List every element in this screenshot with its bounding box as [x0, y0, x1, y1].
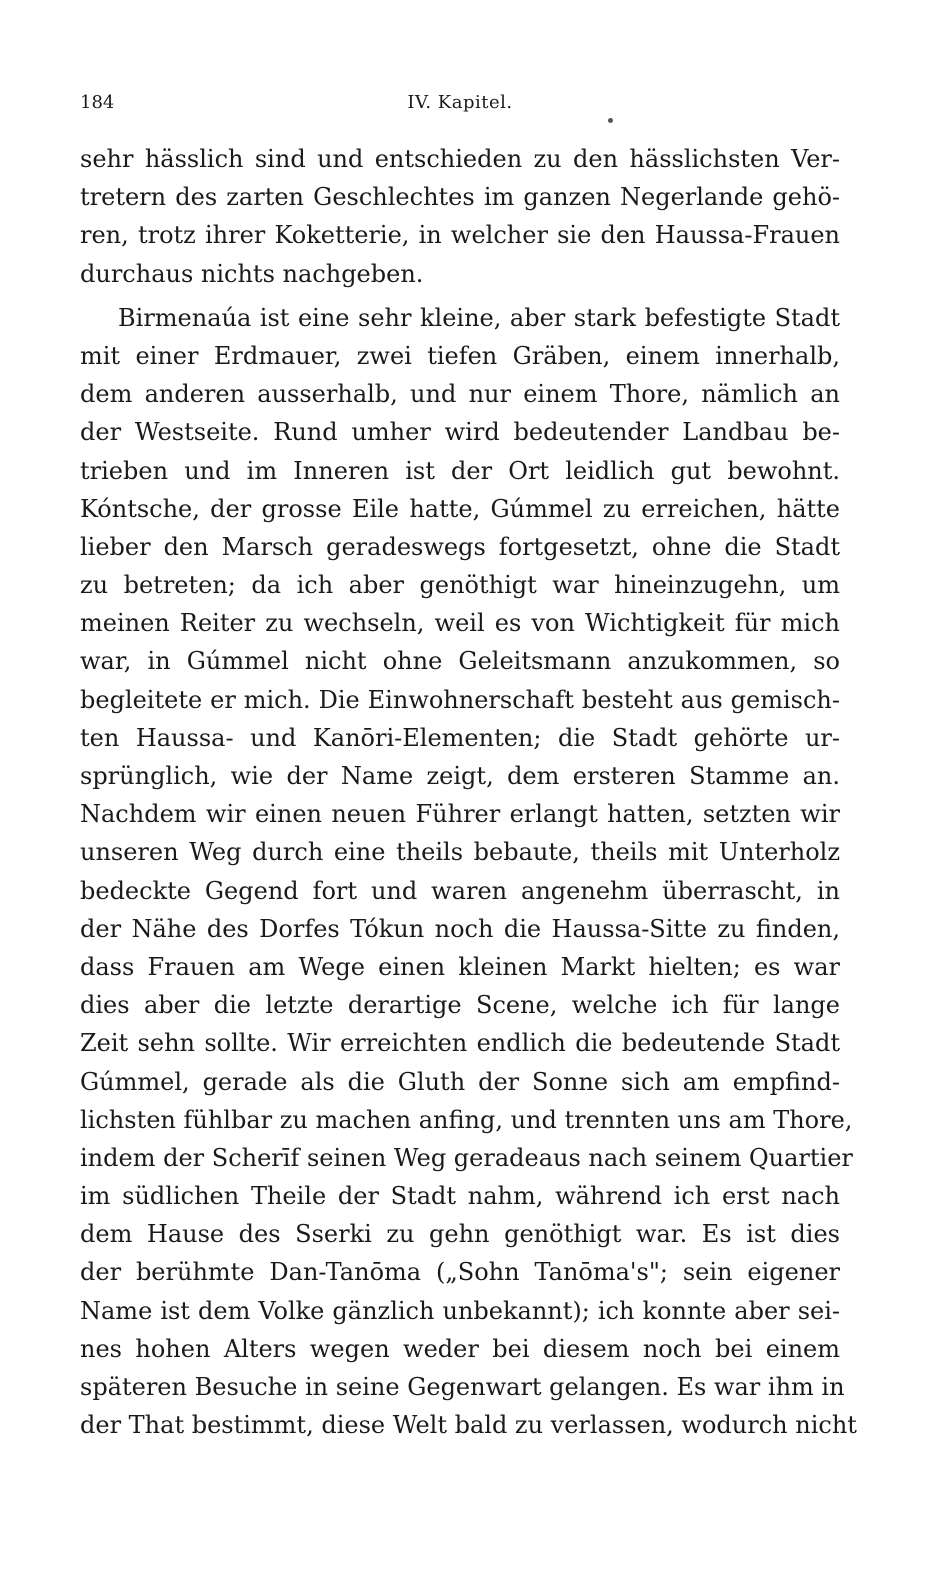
text-line: der Westseite. Rund umher wird bedeutender Landbau be-	[80, 418, 840, 447]
text-line: lichsten fühlbar zu machen anfing, und trennten uns am Thore,	[80, 1105, 853, 1134]
text-line: war, in Gúmmel nicht ohne Geleitsmann anzukommen, so	[80, 647, 840, 676]
text-line: Name ist dem Volke gänzlich unbekannt); ich konnte aber sei-	[80, 1296, 840, 1325]
text-line: der berühmte Dan-Tanōma („Sohn Tanōma's"; sein eigener	[80, 1258, 840, 1287]
text-line: im südlichen Theile der Stadt nahm, während ich erst nach	[80, 1182, 840, 1211]
text-line: dass Frauen am Wege einen kleinen Markt hielten; es war	[80, 952, 840, 981]
text-line: indem der Scherīf seinen Weg geradeaus nach seinem Quartier	[80, 1143, 853, 1172]
text-line: dem anderen ausserhalb, und nur einem Thore, nämlich an	[80, 380, 840, 409]
text-line: der Nähe des Dorfes Tókun noch die Haussa-Sitte zu finden,	[80, 914, 840, 943]
text-line: Birmenaúa ist eine sehr kleine, aber stark befestigte Stadt	[118, 303, 840, 332]
chapter-title: IV. Kapitel.	[407, 92, 513, 113]
text-line: späteren Besuche in seine Gegenwart gelangen. Es war ihm in	[80, 1373, 845, 1401]
text-line: lieber den Marsch geradeswegs fortgesetzt, ohne die Stadt	[80, 532, 840, 561]
text-line: durchaus nichts nachgeben.	[80, 259, 424, 288]
text-line: dem Hause des Sserki zu gehn genöthigt war. Es ist dies	[80, 1220, 840, 1249]
text-line: bedeckte Gegend fort und waren angenehm überrascht, in	[80, 876, 840, 905]
print-speck	[608, 118, 613, 123]
text-line: mit einer Erdmauer, zwei tiefen Gräben, einem innerhalb,	[80, 341, 840, 370]
text-line: der That bestimmt, diese Welt bald zu verlassen, wodurch nicht	[80, 1411, 857, 1440]
text-line: sprünglich, wie der Name zeigt, dem ersteren Stamme an.	[80, 762, 840, 790]
page-number: 184	[80, 92, 115, 113]
text-line: sehr hässlich sind und entschieden zu den hässlichsten Ver-	[80, 145, 840, 173]
text-line: nes hohen Alters wegen weder bei diesem noch bei einem	[80, 1334, 840, 1363]
text-line: begleitete er mich. Die Einwohnerschaft besteht aus gemisch-	[80, 685, 840, 714]
text-line: trieben und im Inneren ist der Ort leidlich gut bewohnt.	[80, 456, 840, 485]
text-line: Gúmmel, gerade als die Gluth der Sonne sich am empfind-	[80, 1067, 840, 1096]
running-head	[80, 92, 840, 124]
text-line: zu betreten; da ich aber genöthigt war hineinzugehn, um	[80, 571, 840, 600]
text-line: Kóntsche, der grosse Eile hatte, Gúmmel zu erreichen, hätte	[80, 494, 840, 523]
text-line: unseren Weg durch eine theils bebaute, theils mit Unterholz	[80, 838, 840, 867]
text-line: meinen Reiter zu wechseln, weil es von Wichtigkeit für mich	[80, 609, 840, 638]
body-text	[80, 140, 857, 1444]
text-line: tretern des zarten Geschlechtes im ganzen Negerlande gehö-	[80, 183, 840, 212]
text-line: dies aber die letzte derartige Scene, welche ich für lange	[80, 991, 840, 1020]
text-line: Zeit sehn sollte. Wir erreichten endlich die bedeutende Stadt	[80, 1029, 840, 1058]
text-line: ren, trotz ihrer Koketterie, in welcher sie den Haussa-Frauen	[80, 221, 840, 250]
text-line: ten Haussa- und Kanōri-Elementen; die Stadt gehörte ur-	[80, 723, 840, 752]
text-line: Nachdem wir einen neuen Führer erlangt hatten, setzten wir	[80, 800, 840, 829]
